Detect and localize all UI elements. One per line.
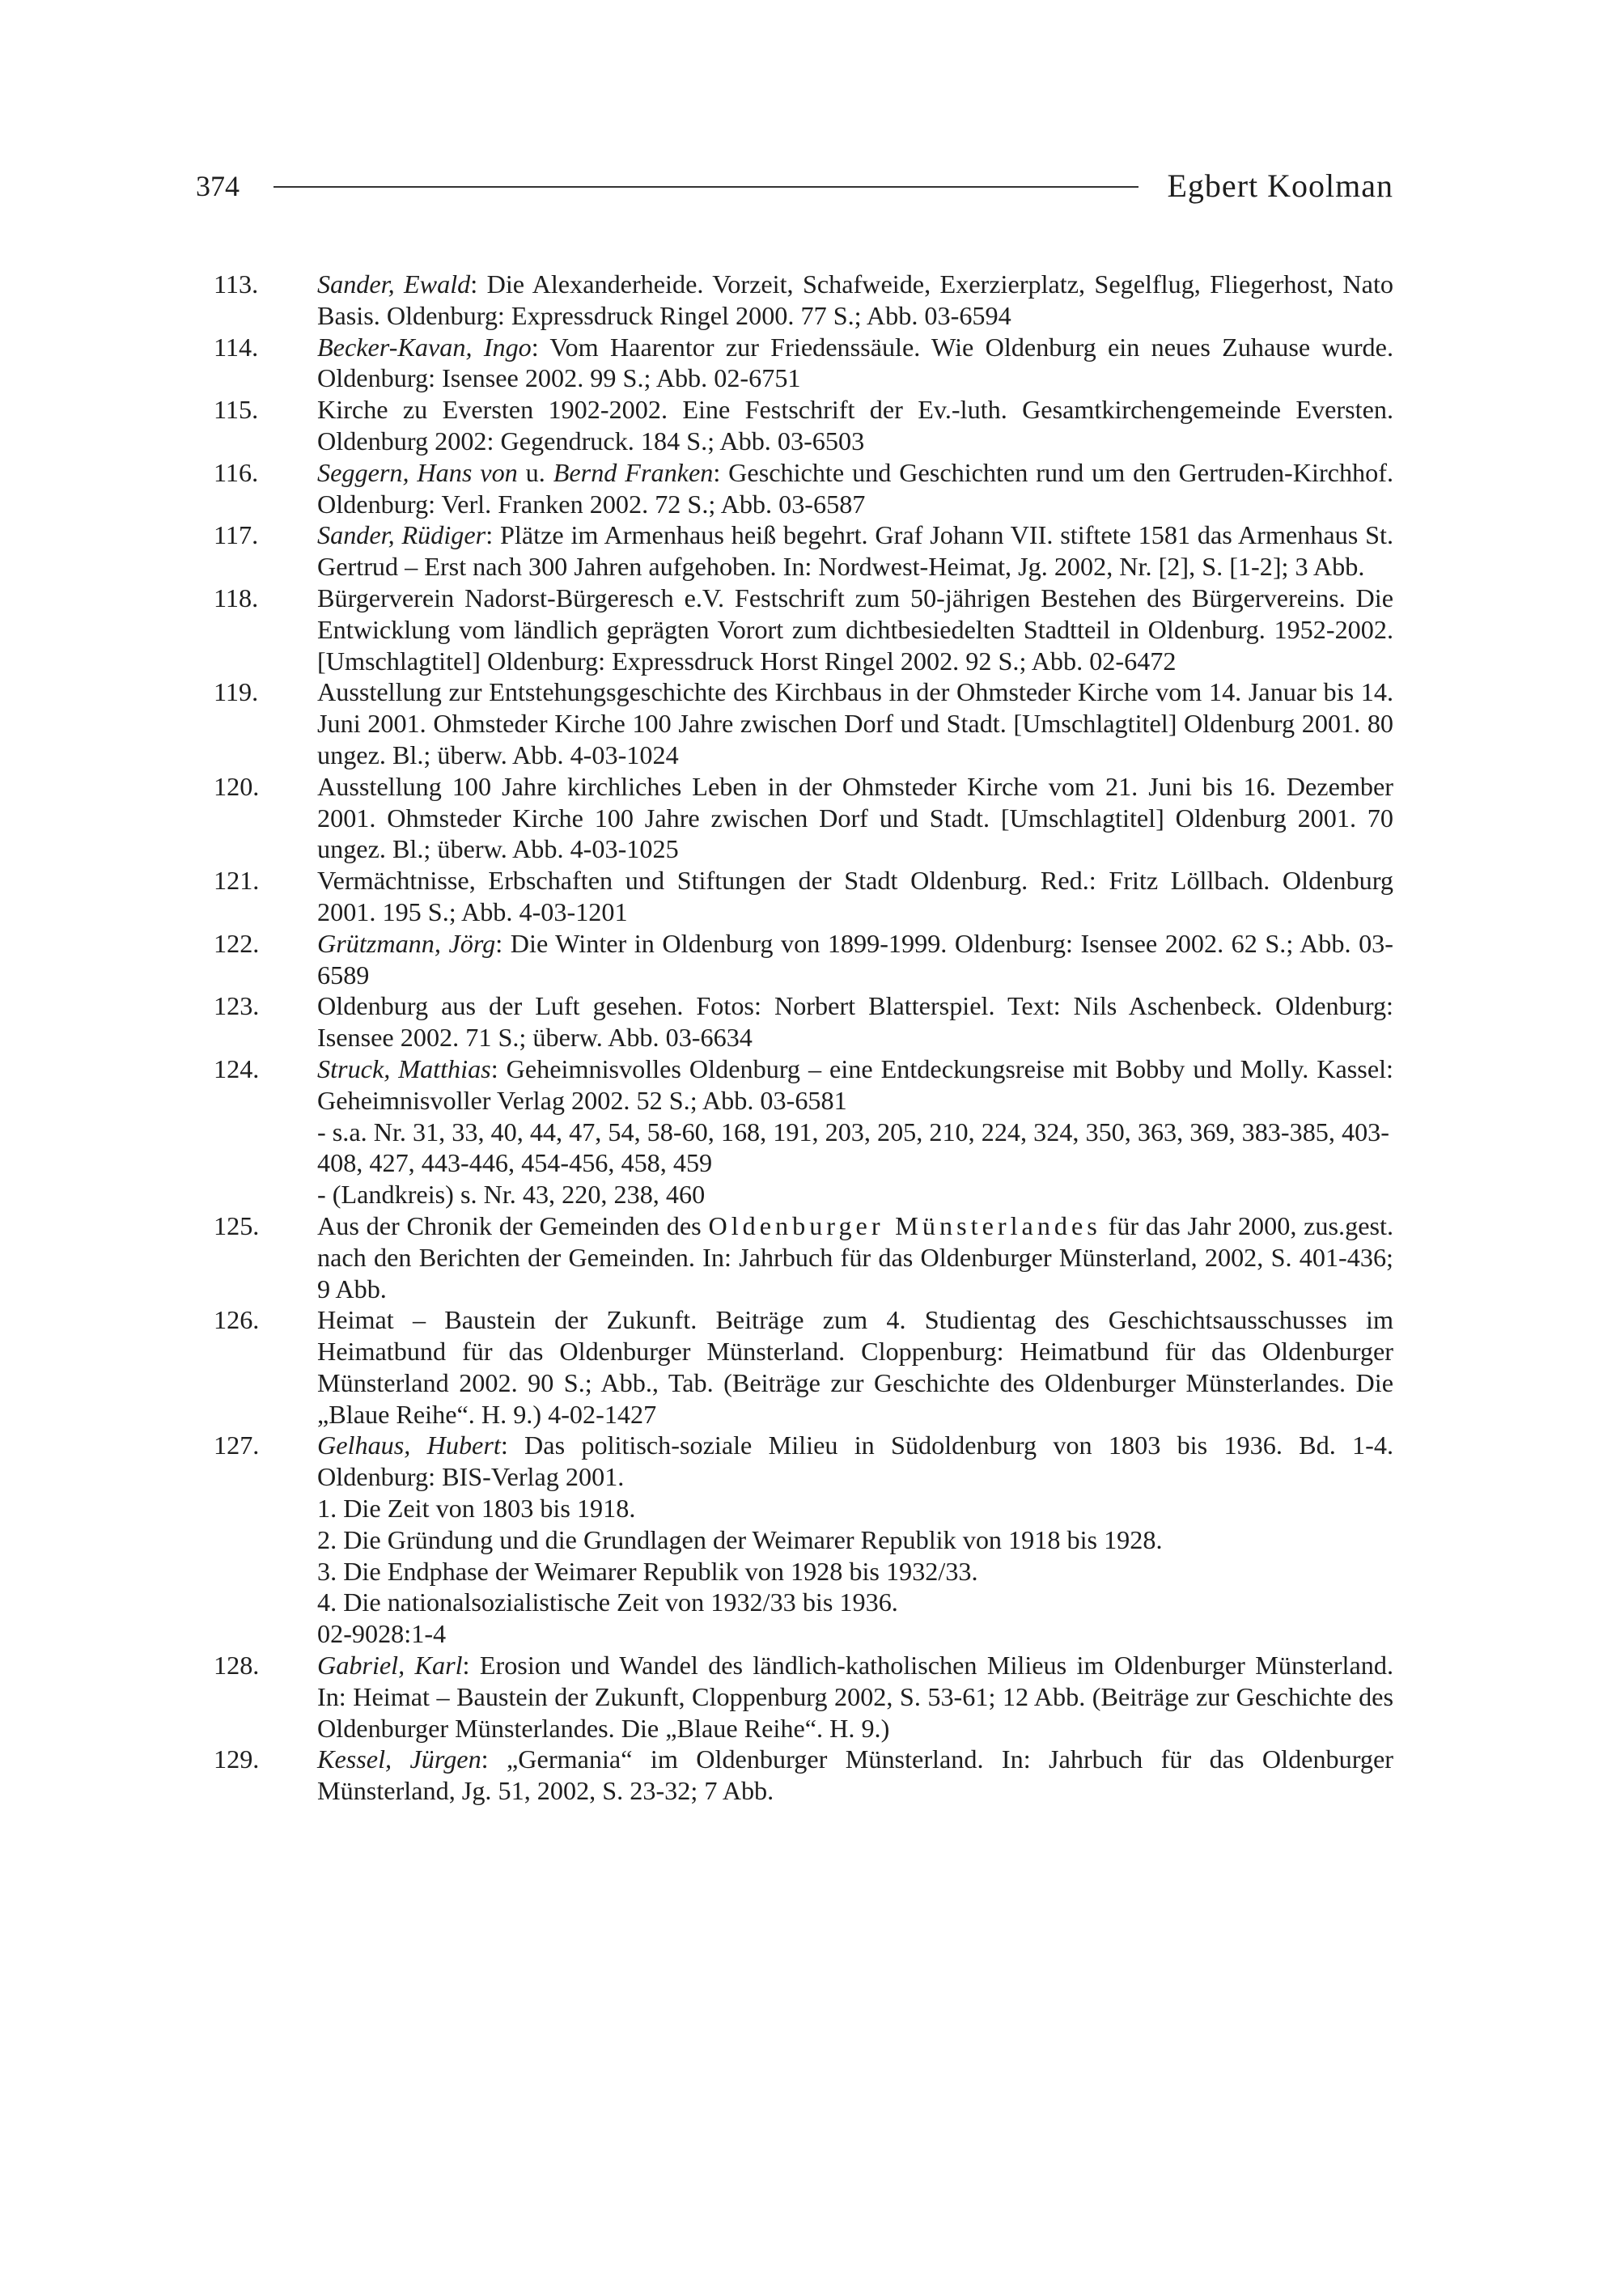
entry-number: 114.: [214, 332, 259, 362]
bibliography-entry: [214, 676, 1393, 770]
entry-author: Sander, Ewald: [317, 269, 471, 299]
entry-text: [317, 1053, 1393, 1117]
volume-line: 1. Die Zeit von 1803 bis 1918.: [317, 1494, 636, 1524]
entry-body: : Die Winter in Oldenburg von 1899-1999. Oldenburg: Isensee 2002. 62 S.; Abb. 03-6589: [317, 928, 1393, 990]
bibliography-entry: [214, 1744, 1393, 1807]
entry-body: : Die Alexanderheide. Vorzeit, Schafweide, Exerzierplatz, Segelflug, Fliegerhost, Nato Basis. Oldenburg: Expressdruck Ringel 2000. 77 S.; Abb. 03-6594: [317, 269, 1393, 330]
entry-text: [317, 771, 1393, 865]
entry-body: Heimat – Baustein der Zukunft. Beiträge zum 4. Studientag des Geschichtsausschusses im Heimatbund für das Oldenburger Münsterland. Cloppenburg: Heimatbund für das Oldenburger Münsterland 2002. 90 S.; Abb., Tab. (Beiträge zur Geschichte des Oldenburger Münsterlandes. Die „Blaue Reihe“. H. 9.) 4-02-1427: [317, 1305, 1393, 1429]
entry-body: für das Jahr 2000, zus.gest. nach den Berichten der Gemeinden. In: Jahrbuch für das Oldenburger Münsterland, 2002, S. 401-436; 9 Abb.: [317, 1210, 1393, 1303]
entry-number: 117.: [214, 520, 259, 550]
entry-text: [317, 1744, 1393, 1807]
entry-coauthor: Bernd Franken: [553, 457, 714, 487]
entry-author: Gabriel, Karl: [317, 1651, 463, 1681]
entry-connector: u.: [517, 457, 553, 487]
entry-body: Ausstellung 100 Jahre kirchliches Leben in der Ohmsteder Kirche vom 21. Juni bis 16. Dezember 2001. Ohmsteder Kirche 100 Jahre zwischen Dorf und Stadt. [Umschlagtitel] Oldenburg 2001. 70 ungez. Bl.; überw. Abb. 4-03-1025: [317, 771, 1393, 864]
entry-number: 127.: [214, 1430, 260, 1460]
entry-body: Oldenburg aus der Luft gesehen. Fotos: Norbert Blatterspiel. Text: Nils Aschenbeck. Oldenburg: Isensee 2002. 71 S.; überw. Abb. 03-6634: [317, 991, 1393, 1053]
entry-number: 129.: [214, 1744, 260, 1774]
entry-text: [317, 269, 1393, 332]
bibliography-entry: [214, 332, 1393, 395]
entry-body: Ausstellung zur Entstehungsgeschichte des Kirchbaus in der Ohmsteder Kirche vom 14. Januar bis 14. Juni 2001. Ohmsteder Kirche 100 Jahre zwischen Dorf und Stadt. [Umschlagtitel] Oldenburg 2001. 80 ungez. Bl.; überw. Abb. 4-03-1024: [317, 677, 1393, 769]
entry-body: Vermächtnisse, Erbschaften und Stiftungen der Stadt Oldenburg. Red.: Fritz Löllbach. Oldenburg 2001. 195 S.; Abb. 4-03-1201: [317, 866, 1393, 926]
entry-text: [317, 990, 1393, 1053]
entry-number: 123.: [214, 991, 260, 1021]
entry-author: Sander, Rüdiger: [317, 520, 486, 550]
entry-author: Struck, Matthias: [317, 1053, 491, 1083]
entry-body: Bürgerverein Nadorst-Bürgeresch e.V. Festschrift zum 50-jährigen Bestehen des Bürgervereins. Die Entwicklung vom ländlich geprägten Vorort zum dichtbesiedelten Stadtteil in Oldenburg. 1952-2002. [Umschlagtitel] Oldenburg: Expressdruck Horst Ringel 2002. 92 S.; Abb. 02-6472: [317, 583, 1393, 676]
entry-number: 118.: [214, 583, 259, 612]
volume-line: 2. Die Gründung und die Grundlagen der Weimarer Republik von 1918 bis 1928.: [317, 1524, 1163, 1554]
entry-body: Kirche zu Eversten 1902-2002. Eine Festschrift der Ev.-luth. Gesamtkirchengemeinde Eversten. Oldenburg 2002: Gegendruck. 184 S.; Abb. 03-6503: [317, 395, 1393, 456]
entry-number: 126.: [214, 1305, 260, 1335]
bibliography-entry: [214, 771, 1393, 865]
entry-author: Seggern, Hans von: [317, 457, 518, 487]
cross-reference-line: - s.a. Nr. 31, 33, 40, 44, 47, 54, 58-60, 168, 191, 203, 205, 210, 224, 324, 350, 363, 369, 383-385, 403-408, 427, 443-446, 454-456, 458, 459: [317, 1117, 1389, 1178]
entry-number: 124.: [214, 1053, 260, 1083]
entry-number: 121.: [214, 866, 260, 896]
bibliography-entry: [214, 1304, 1393, 1430]
cross-reference-line: - (Landkreis) s. Nr. 43, 220, 238, 460: [317, 1180, 706, 1210]
bibliography-entry: [214, 457, 1393, 520]
entry-number: 119.: [214, 677, 259, 707]
entry-text: [317, 1210, 1393, 1304]
shelfmark-line: 02-9028:1-4: [317, 1619, 447, 1649]
entry-author: Grützmann, Jörg: [317, 928, 496, 958]
page-number: 374: [196, 170, 240, 202]
entry-number: 115.: [214, 395, 259, 425]
entry-number: 122.: [214, 928, 260, 958]
bibliography-entry: [214, 269, 1393, 332]
bibliography-entry: [214, 1053, 1393, 1210]
volume-line: 3. Die Endphase der Weimarer Republik von 1928 bis 1932/33.: [317, 1556, 978, 1586]
entry-number: 116.: [214, 457, 259, 487]
entry-text: [317, 1304, 1393, 1430]
entry-text: [317, 928, 1393, 991]
header-rule: [273, 186, 1138, 188]
entry-number: 120.: [214, 771, 260, 801]
entry-text: [317, 1430, 1393, 1493]
bibliography-entry: [214, 394, 1393, 457]
entry-author: Gelhaus, Hubert: [317, 1430, 501, 1460]
bibliography-list: [214, 269, 1393, 1807]
entry-text: [317, 519, 1393, 583]
page-header: [196, 162, 1393, 210]
entry-author: Kessel, Jürgen: [317, 1744, 481, 1774]
entry-text: [317, 457, 1393, 520]
volume-line: 4. Die nationalsozialistische Zeit von 1932/33 bis 1936.: [317, 1587, 898, 1617]
entry-body: : Vom Haarentor zur Friedenssäule. Wie Oldenburg ein neues Zuhause wurde. Oldenburg: Isensee 2002. 99 S.; Abb. 02-6751: [317, 332, 1393, 393]
entry-text: [317, 583, 1393, 676]
entry-text: [317, 394, 1393, 457]
entry-number: 128.: [214, 1651, 260, 1681]
entry-number: 113.: [214, 269, 259, 299]
entry-body: : Geschichte und Geschichten rund um den Gertruden-Kirchhof. Oldenburg: Verl. Franken 2002. 72 S.; Abb. 03-6587: [317, 457, 1393, 519]
bibliography-entry: [214, 1650, 1393, 1744]
entry-body: : Geheimnisvolles Oldenburg – eine Entdeckungsreise mit Bobby und Molly. Kassel: Geheimnisvoller Verlag 2002. 52 S.; Abb. 03-6581: [317, 1053, 1393, 1115]
entry-number: 125.: [214, 1210, 260, 1240]
bibliography-entry: [214, 1210, 1393, 1304]
entry-body: : „Germania“ im Oldenburger Münsterland. In: Jahrbuch für das Oldenburger Münsterland, Jg. 51, 2002, S. 23-32; 7 Abb.: [317, 1744, 1393, 1806]
bibliography-entry: [214, 519, 1393, 583]
bibliography-entry: [214, 990, 1393, 1053]
entry-text: [317, 1650, 1393, 1744]
bibliography-entry: [214, 583, 1393, 676]
entry-body: : Plätze im Armenhaus heiß begehrt. Graf Johann VII. stiftete 1581 das Armenhaus St. Gertrud – Erst nach 300 Jahren aufgehoben. In: Nordwest-Heimat, Jg. 2002, Nr. [2], S. [1-2]; 3 Abb.: [317, 520, 1393, 582]
running-head-author: Egbert Koolman: [1167, 167, 1393, 204]
entry-spaced-title: Oldenburger Münsterlandes: [708, 1210, 1101, 1240]
entry-body: : Das politisch-soziale Milieu in Südoldenburg von 1803 bis 1936. Bd. 1-4. Oldenburg: BIS-Verlag 2001.: [317, 1430, 1393, 1492]
entry-text: [317, 865, 1393, 928]
entry-text: [317, 676, 1393, 770]
bibliography-entry: [214, 928, 1393, 991]
bibliography-entry: [214, 865, 1393, 928]
entry-body: Aus der Chronik der Gemeinden des: [317, 1210, 709, 1240]
bibliography-entry: [214, 1430, 1393, 1650]
entry-author: Becker-Kavan, Ingo: [317, 332, 532, 362]
entry-body: : Erosion und Wandel des ländlich-katholischen Milieus im Oldenburger Münsterland. In: Heimat – Baustein der Zukunft, Cloppenburg 2002, S. 53-61; 12 Abb. (Beiträge zur Geschichte des Oldenburger Münsterlandes. Die „Blaue Reihe“. H. 9.): [317, 1651, 1393, 1743]
entry-text: [317, 332, 1393, 395]
